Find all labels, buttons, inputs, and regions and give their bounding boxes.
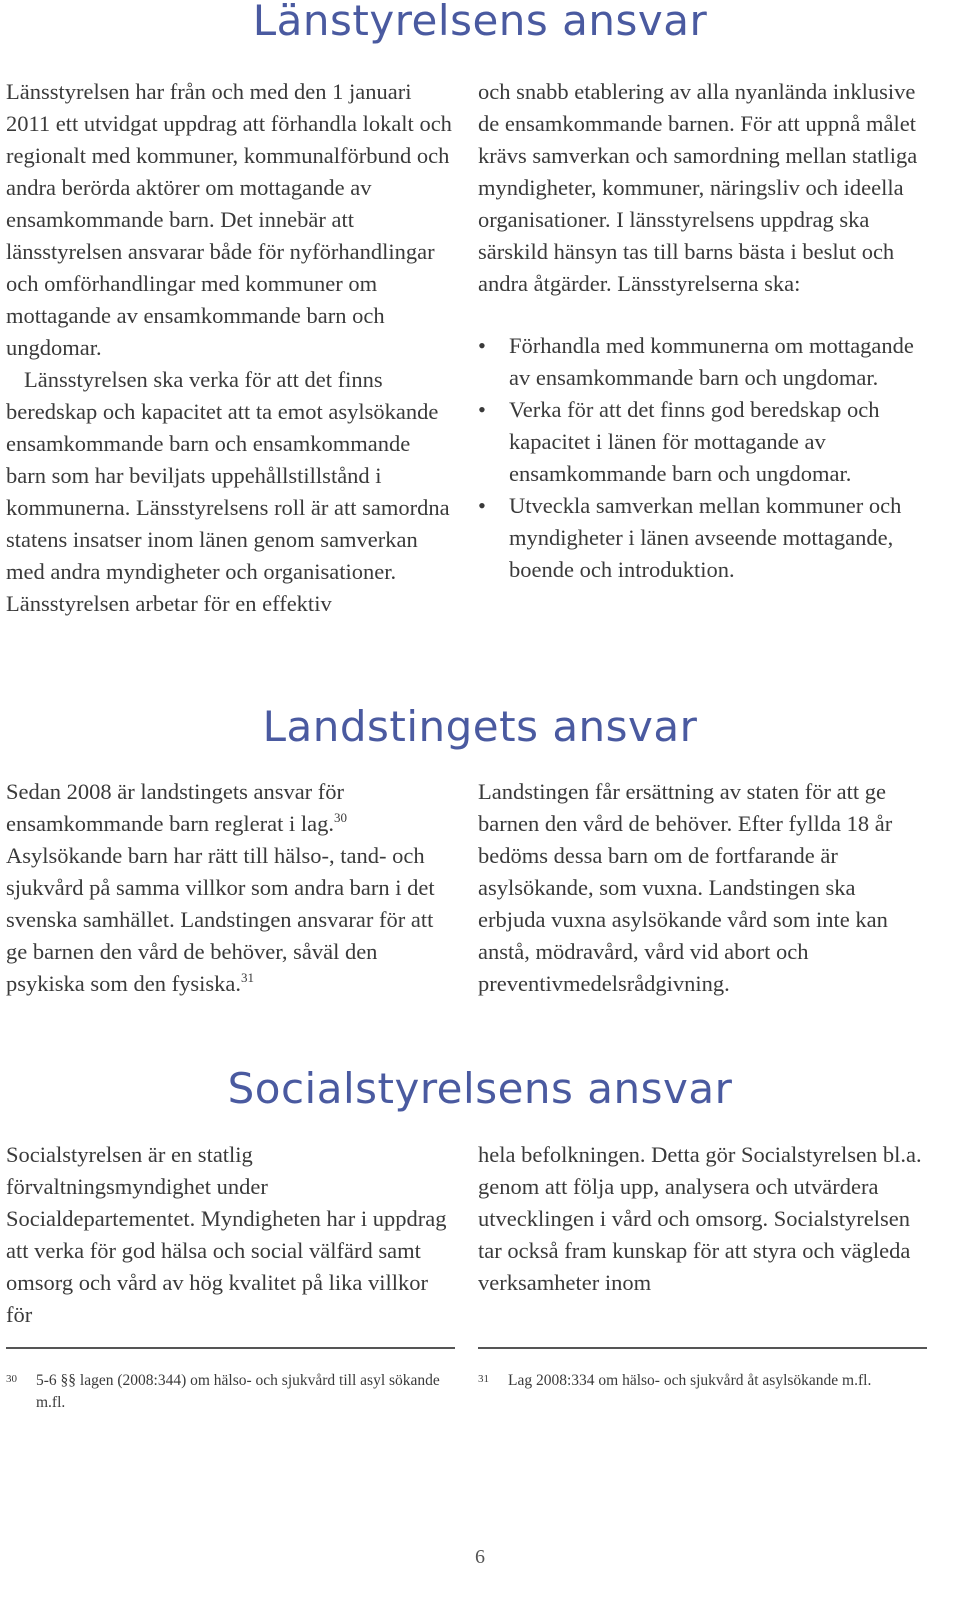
lansstyrelsen-paragraph-1: Länsstyrelsen har från och med den 1 januari 2011 ett utvidgat uppdrag att förhandla lokalt och regionalt med kommuner, kommunalförbund och andra berörda aktörer om mottagande av ensamkommande barn. Det innebär att länsstyrelsen ansvarar både för nyförhandlingar och omförhandlingar med kommuner om mottagande av ensamkommande barn och ungdomar. — [6, 79, 452, 360]
socialstyrelsen-paragraph-2: hela befolkningen. Detta gör Socialstyrelsen bl.a. genom att följa upp, analysera och utvärdera utvecklingen i vård och omsorg. Socialstyrelsen tar också fram kunskap för att styra och vägleda verksamheter inom — [478, 1142, 922, 1295]
footnote-30 — [6, 1370, 446, 1414]
lansstyrelsen-task-list — [478, 330, 924, 586]
footnote-number: 31 — [478, 1373, 489, 1385]
footnote-number: 30 — [6, 1373, 17, 1385]
socialstyrelsen-left-column — [6, 1139, 452, 1331]
footnote-ref-30: 30 — [334, 810, 347, 825]
footnote-text: Lag 2008:334 om hälso- och sjukvård åt asylsökande m.fl. — [508, 1372, 872, 1389]
heading-lansstyrelsen: Länstyrelsens ansvar — [252, 0, 708, 45]
footnote-text: 5-6 §§ lagen (2008:344) om hälso- och sjukvård till asyl sökande m.fl. — [36, 1372, 440, 1411]
landstinget-left-column — [6, 776, 452, 1000]
list-item: • Verka för att det finns god beredskap och kapacitet i länen för mottagande av ensamkommande barn och ungdomar. — [478, 394, 924, 490]
lansstyrelsen-paragraph-2: Länsstyrelsen ska verka för att det finns beredskap och kapacitet att ta emot asylsökande ensamkommande barn och ensamkommande barn som har beviljats uppehållstillstånd i kommunerna. Länsstyrelsens roll är att samordna statens insatser inom länen genom samverkan med andra myndigheter och organisationer. Länsstyrelsen arbetar för en effektiv — [6, 367, 450, 616]
landstinget-right-column — [478, 776, 924, 1000]
list-item: • Förhandla med kommunerna om mottagande av ensamkommande barn och ungdomar. — [478, 330, 924, 394]
heading-landstinget: Landstingets ansvar — [262, 702, 698, 751]
socialstyrelsen-paragraph-1: Socialstyrelsen är en statlig förvaltningsmyndighet under Socialdepartementet. Myndigheten har i uppdrag att verka för god hälsa och social välfärd samt omsorg och vård av hög kvalitet på lika villkor för — [6, 1142, 447, 1327]
landstinget-text-b: Asylsökande barn har rätt till hälso-, tand- och sjukvård på samma villkor som andra barn i det svenska samhället. Landstingen ansvarar för att ge barnen den vård de behöver, såväl den psykiska som den fysiska. — [6, 843, 435, 996]
footnote-31 — [478, 1370, 924, 1392]
heading-socialstyrelsen: Socialstyrelsens ansvar — [227, 1064, 733, 1113]
footnote-rule-left — [6, 1347, 455, 1349]
lansstyrelsen-left-column — [6, 76, 452, 620]
list-item: • Utveckla samverkan mellan kommuner och myndigheter i länen avseende mottagande, boende och introduktion. — [478, 490, 924, 586]
footnote-rule-right — [478, 1347, 927, 1349]
footnote-ref-31: 31 — [241, 970, 254, 985]
landstinget-text-a: Sedan 2008 är landstingets ansvar för ensamkommande barn reglerat i lag. — [6, 779, 345, 836]
lansstyrelsen-right-column — [478, 76, 924, 586]
landstinget-paragraph-1 — [6, 776, 452, 1000]
landstinget-paragraph-2: Landstingen får ersättning av staten för att ge barnen den vård de behöver. Efter fyllda 18 år bedöms dessa barn om de fortfarande är asylsökande, som vuxna. Landstingen ska erbjuda vuxna asylsökande vård som inte kan anstå, mödravård, vård vid abort och preventivmedelsrådgivning. — [478, 779, 893, 996]
lansstyrelsen-paragraph-3: och snabb etablering av alla nyanlända inklusive de ensamkommande barnen. För att uppnå målet krävs samverkan och samordning mellan statliga myndigheter, kommuner, näringsliv och ideella organisationer. I länsstyrelsens uppdrag ska särskild hänsyn tas till barns bästa i beslut och andra åtgärder. Länsstyrelserna ska: — [478, 79, 918, 296]
page-number: 6 — [475, 1546, 485, 1568]
socialstyrelsen-right-column — [478, 1139, 924, 1299]
